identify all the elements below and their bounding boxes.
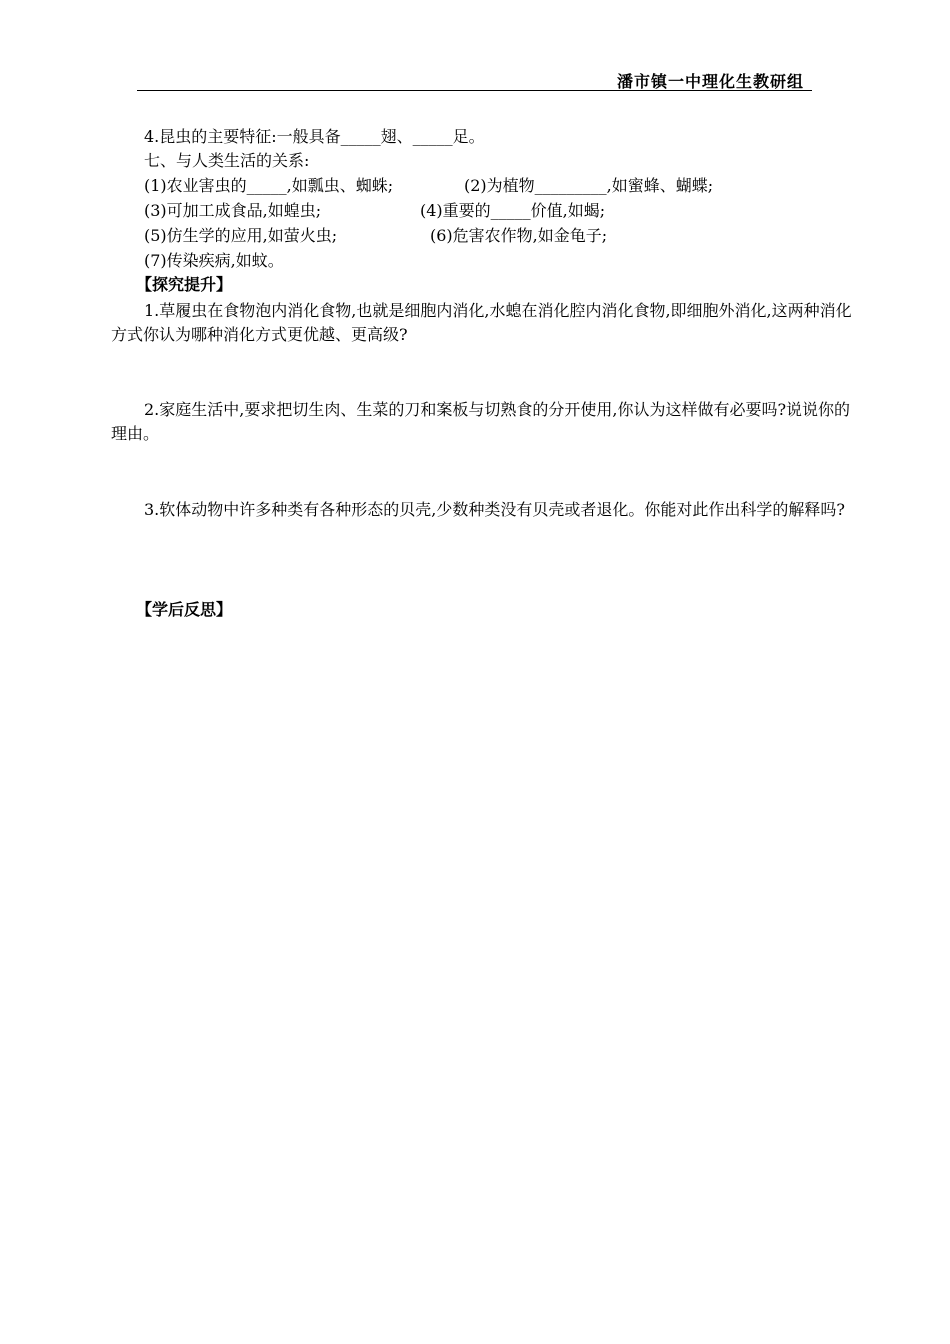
relation-item-2: (2)为植物_________,如蜜蜂、蝴蝶;	[464, 176, 714, 195]
explore-heading: 【探究提升】	[136, 275, 233, 294]
insect-features-line: 4.昆虫的主要特征:一般具备_____翅、_____足。	[144, 127, 485, 146]
explore-question-1: 1.草履虫在食物泡内消化食物,也就是细胞内消化,水螅在消化腔内消化食物,即细胞外消化,这两种消化方式你认为哪种消化方式更优越、更高级?	[111, 301, 852, 344]
header-title: 潘市镇一中理化生教研组	[616, 72, 804, 91]
relation-item-5: (5)仿生学的应用,如萤火虫;	[144, 226, 338, 245]
relation-heading: 七、与人类生活的关系:	[144, 151, 310, 170]
page-header	[137, 66, 812, 91]
explore-question-3: 3.软体动物中许多种类有各种形态的贝壳,少数种类没有贝壳或者退化。你能对此作出科学的解释吗?	[144, 500, 845, 519]
reflection-heading: 【学后反思】	[136, 600, 233, 619]
relation-item-6: (6)危害农作物,如金龟子;	[430, 226, 608, 245]
relation-item-1: (1)农业害虫的_____,如瓢虫、蜘蛛;	[144, 176, 394, 195]
explore-question-2: 2.家庭生活中,要求把切生肉、生菜的刀和案板与切熟食的分开使用,你认为这样做有必要吗?说说你的理由。	[111, 400, 851, 443]
relation-item-7: (7)传染疾病,如蚊。	[144, 251, 284, 270]
relation-item-3: (3)可加工成食品,如蝗虫;	[144, 201, 322, 220]
relation-item-4: (4)重要的_____价值,如蝎;	[420, 201, 606, 220]
